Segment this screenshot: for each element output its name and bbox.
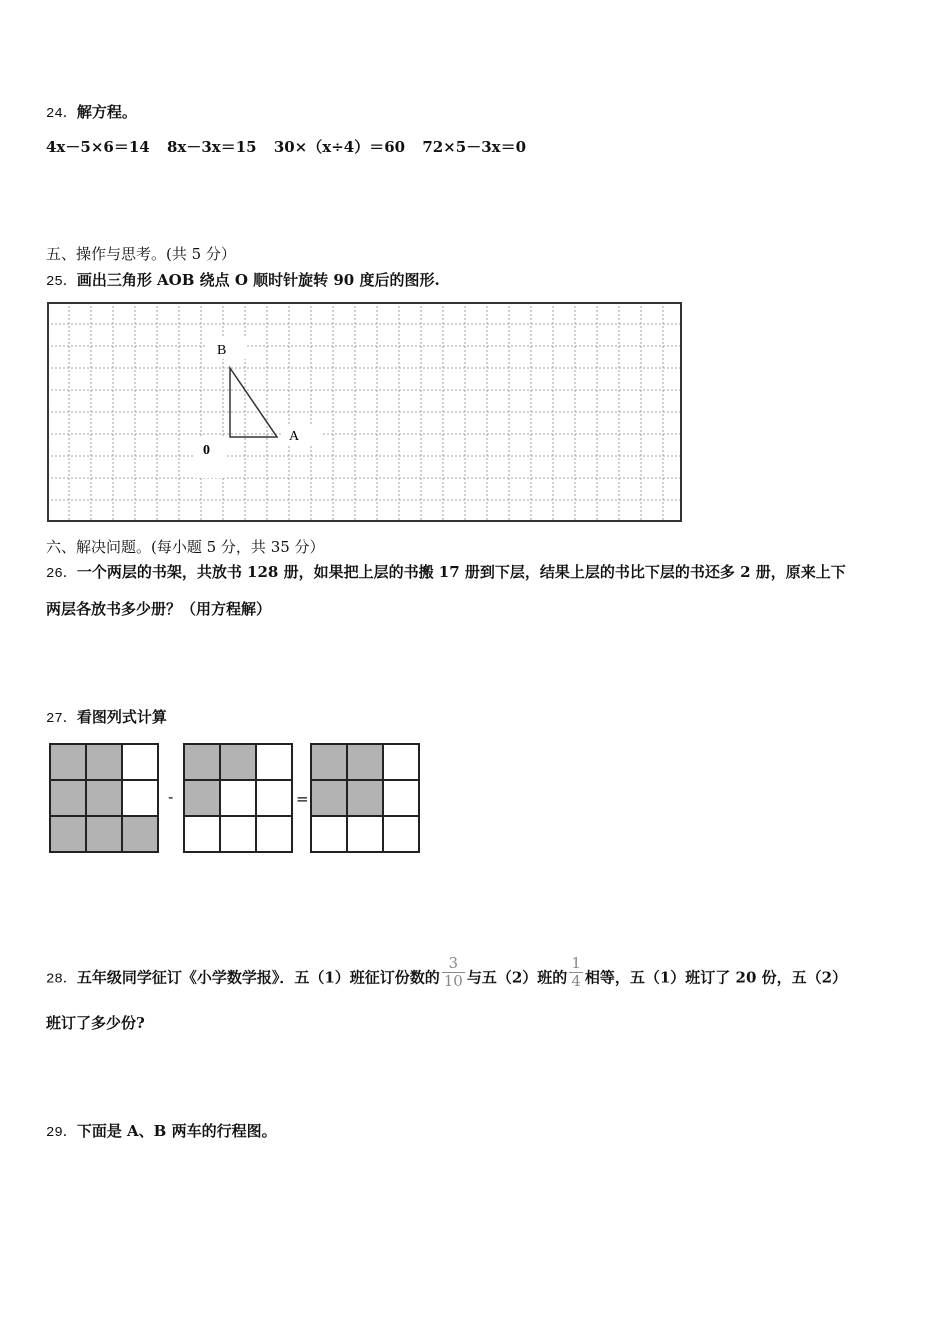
shaded-cell (220, 744, 256, 780)
equation-2: 8x－3x＝15 (166, 138, 257, 156)
shaded-cell (347, 744, 383, 780)
fraction-numerator: 3 (448, 954, 459, 972)
triangle-aob (230, 368, 277, 437)
empty-cell (256, 744, 292, 780)
empty-cell (122, 744, 158, 780)
point-a-label: A (289, 429, 300, 444)
empty-cell (184, 816, 220, 852)
fraction-denominator: 10 (443, 972, 463, 990)
question-text: 一个两层的书架，共放书 128 册，如果把上层的书搬 17 册到下层，结果上层的书比下层的书还多 2 册，原来上下 (76, 563, 846, 581)
minus-sign: - (168, 788, 174, 806)
fraction-numerator: 1 (571, 954, 581, 972)
question-text: 看图列式计算 (76, 708, 167, 726)
empty-cell (311, 816, 347, 852)
question-text-part-2: 与五（2）班的 (466, 968, 568, 987)
shaded-cell (311, 744, 347, 780)
grid-lines (47, 302, 682, 522)
shaded-cell (50, 780, 86, 816)
section-6-heading: 六、解决问题。(每小题 5 分，共 35 分） (46, 538, 325, 556)
question-26-line-1 (46, 562, 846, 584)
point-b-label: B (217, 343, 227, 358)
empty-cell (383, 816, 419, 852)
question-28-line-2: 班订了多少份? (46, 1014, 145, 1032)
question-26-line-2: 两层各放书多少册？（用方程解） (46, 600, 272, 618)
empty-cell (122, 780, 158, 816)
shaded-cell (347, 780, 383, 816)
fraction-1-4 (569, 956, 583, 989)
equation-1: 4x－5×6＝14 (46, 138, 150, 156)
question-number: 27． (46, 711, 77, 727)
fraction-3-10 (442, 956, 465, 989)
empty-cell (347, 816, 383, 852)
question-number: 29． (46, 1125, 77, 1141)
question-text-part-1: 五年级同学征订《小学数学报》．五（1）班征订份数的 (76, 968, 440, 987)
shaded-cell (86, 744, 122, 780)
equation-3: 30×（x÷4）＝60 (273, 138, 406, 156)
shaded-cell (86, 816, 122, 852)
shaded-cell (86, 780, 122, 816)
point-o-label: 0 (203, 443, 210, 458)
question-24-title (46, 102, 137, 124)
question-text: 下面是 A、B 两车的行程图。 (76, 1122, 277, 1140)
question-text: 解方程。 (76, 103, 137, 121)
equals-sign: = (296, 790, 309, 808)
empty-cell (220, 816, 256, 852)
fraction-denominator: 4 (571, 972, 581, 990)
shaded-cell (50, 744, 86, 780)
question-number: 25． (46, 274, 77, 290)
section-5-heading: 五、操作与思考。(共 5 分） (46, 245, 236, 263)
empty-cell (256, 780, 292, 816)
grid-svg (47, 302, 682, 522)
shaded-cell (122, 816, 158, 852)
shaded-cell (50, 816, 86, 852)
label-o-backdrop (193, 436, 227, 478)
fraction-grid-3 (310, 743, 420, 853)
equation-list (46, 137, 538, 157)
question-29-title (46, 1121, 277, 1143)
shaded-cell (184, 744, 220, 780)
question-number: 28． (46, 971, 77, 988)
empty-cell (220, 780, 256, 816)
question-28-line-1 (46, 954, 848, 995)
question-text: 画出三角形 AOB 绕点 O 顺时针旋转 90 度后的图形. (76, 271, 440, 289)
question-text-part-3: 相等，五（1）班订了 20 份，五（2） (584, 968, 848, 987)
rotation-grid-figure (47, 302, 682, 522)
question-27-title (46, 707, 167, 729)
question-25-title (46, 270, 440, 292)
question-number: 24． (46, 106, 77, 122)
empty-cell (256, 816, 292, 852)
question-number: 26． (46, 566, 77, 582)
label-b-backdrop (207, 337, 247, 359)
equation-4: 72×5－3x＝0 (422, 138, 527, 156)
empty-cell (383, 744, 419, 780)
fraction-grid-2 (183, 743, 293, 853)
shaded-cell (184, 780, 220, 816)
fraction-grid-1 (49, 743, 159, 853)
shaded-cell (311, 780, 347, 816)
empty-cell (383, 780, 419, 816)
